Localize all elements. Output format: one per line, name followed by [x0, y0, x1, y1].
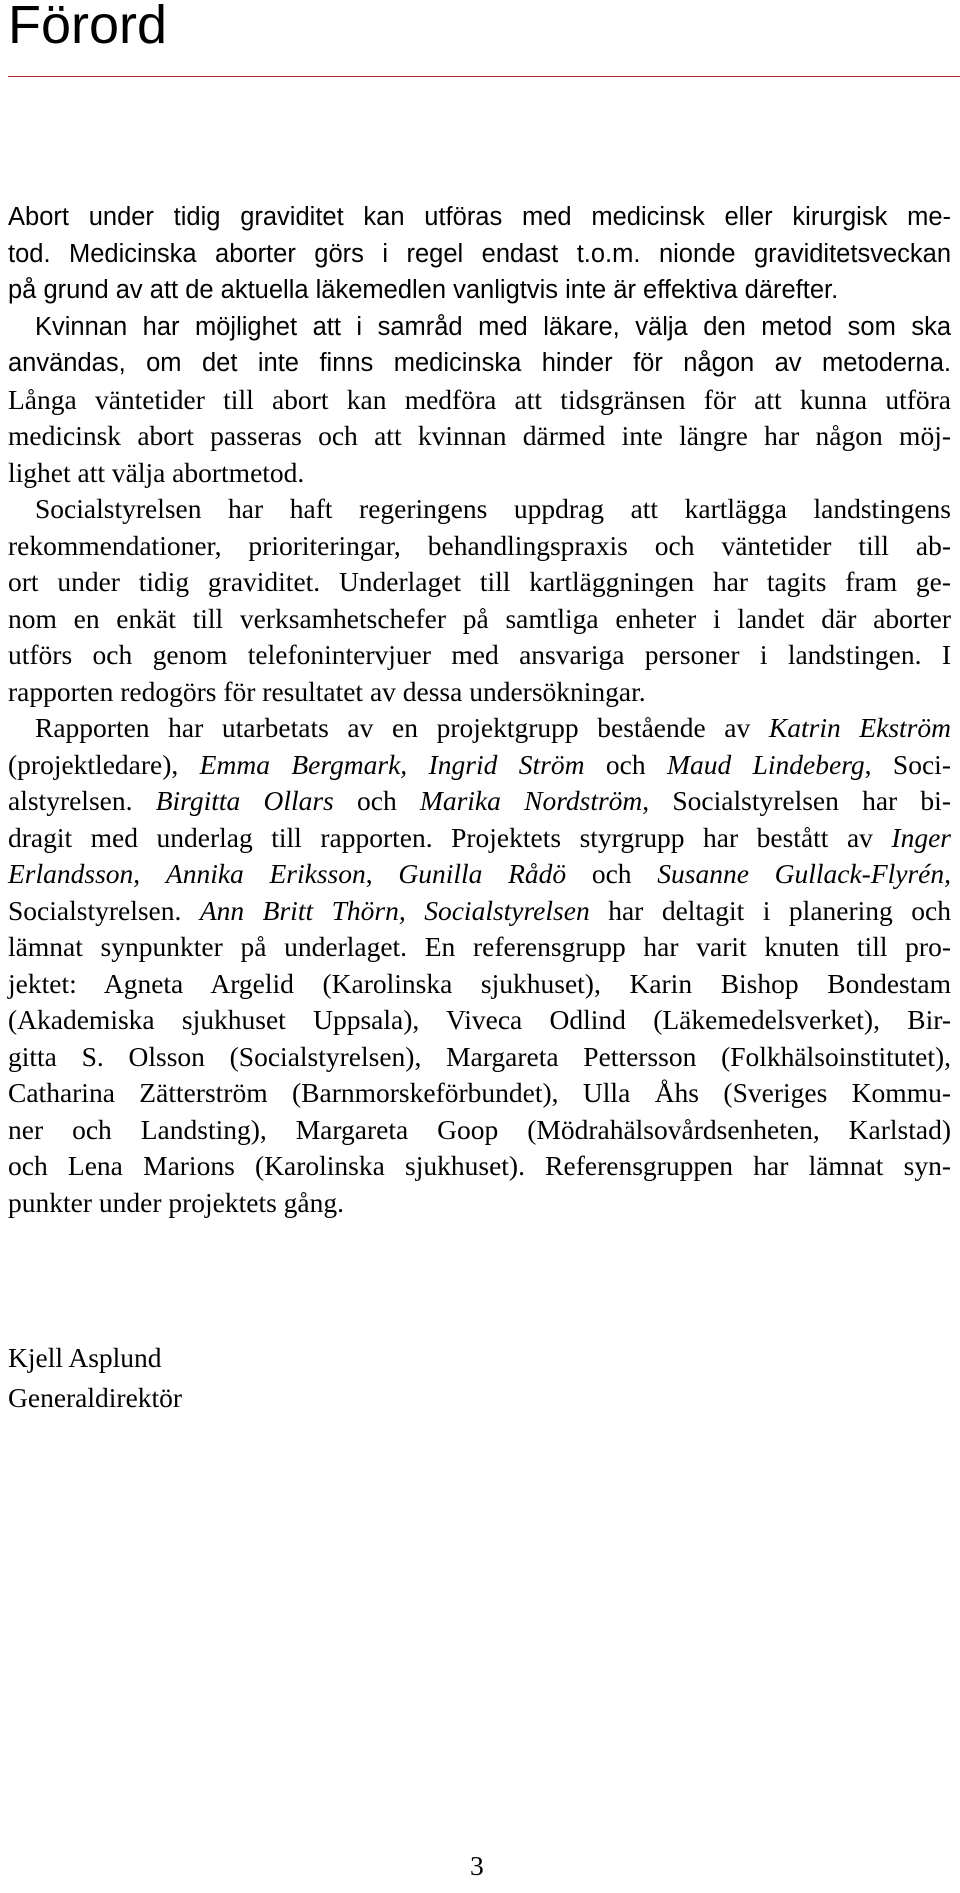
person-name: Katrin Ekström	[768, 712, 951, 743]
text-line: ner och Landsting), Margareta Goop (Mödrahälsovårdsenheten, Karlstad)	[8, 1113, 951, 1145]
text-line: och Lena Marions (Karolinska sjukhuset). Referensgruppen har lämnat syn-	[8, 1150, 951, 1181]
text-line	[8, 783, 951, 820]
signature-block	[8, 1338, 182, 1418]
text-run: och	[566, 858, 658, 889]
text-run: och	[584, 748, 668, 780]
text-line: utförs och genom telefonintervjuer med ansvariga personer i landstingen. I	[8, 639, 951, 670]
text-line: Abort under tidig graviditet kan utföras med medicinsk eller kirurgisk me-	[8, 203, 951, 231]
text-line: användas, om det inte finns medicinska hinder för någon av metoderna.	[8, 349, 951, 377]
text-line: Socialstyrelsen har haft regeringens uppdrag att kartlägga landstingens	[35, 493, 951, 524]
person-name: Ann Britt Thörn, Socialstyrelsen	[199, 894, 590, 926]
text-line	[8, 893, 951, 930]
text-line: på grund av att de aktuella läkemedlen vanligtvis inte är effektiva därefter.	[8, 276, 839, 304]
body-text	[8, 199, 951, 1221]
text-line: nom en enkät till verksamhetschefer på samtliga enheter i landet där aborter	[8, 602, 951, 634]
text-line: punkter under projektets gång.	[8, 1186, 345, 1218]
text-run: ,	[365, 858, 399, 889]
person-name: Erlandsson	[8, 858, 134, 889]
text-run: (projektledare),	[8, 748, 200, 780]
text-line: rekommendationer, prioriteringar, behandlingspraxis och väntetider till ab-	[8, 529, 951, 561]
text-run: och	[333, 785, 420, 816]
text-run: Rapporten har utarbetats av en projektgrupp bestående av	[35, 712, 769, 743]
person-name: Susanne Gullack-Flyrén,	[657, 858, 952, 889]
person-name: Birgitta Ollars	[155, 785, 334, 816]
text-line	[8, 710, 951, 747]
text-run: , Soci-	[864, 748, 951, 780]
heading-rule	[8, 76, 960, 77]
person-name: Emma Bergmark, Ingrid Ström	[199, 748, 585, 780]
person-name: Annika Eriksson	[165, 858, 366, 889]
text-line	[8, 856, 951, 893]
text-run: alstyrelsen.	[8, 785, 156, 816]
text-line: lighet att välja abortmetod.	[8, 456, 305, 488]
paragraph-3	[8, 710, 951, 1221]
text-line: rapporten redogörs för resultatet av dessa undersökningar.	[8, 675, 646, 707]
text-line	[8, 747, 951, 784]
signatory-name: Kjell Asplund	[8, 1342, 162, 1373]
text-line: tod. Medicinska aborter görs i regel endast t.o.m. nionde graviditetsveckan	[8, 239, 951, 268]
text-line: lämnat synpunkter på underlaget. En referensgrupp har varit knuten till pro-	[8, 931, 951, 962]
signatory-title: Generaldirektör	[8, 1382, 183, 1413]
paragraph-2	[8, 491, 951, 710]
text-line: medicinsk abort passeras och att kvinnan därmed inte längre har någon möj-	[8, 420, 951, 451]
paragraph-1	[8, 199, 951, 491]
text-run: ,	[133, 858, 166, 889]
text-line: ort under tidig graviditet. Underlaget till kartläggningen har tagits fram ge-	[8, 566, 951, 597]
person-name: Inger	[891, 821, 951, 853]
text-run: dragit med underlag till rapporten. Projektets styrgrupp har bestått av	[8, 821, 892, 853]
person-name: Marika Nordström	[419, 785, 643, 816]
text-run: , Socialstyrelsen har bi-	[642, 785, 951, 816]
text-run: har deltagit i planering och	[589, 894, 951, 926]
page-title: Förord	[8, 0, 168, 55]
person-name: Gunilla Rådö	[398, 858, 567, 889]
text-line: gitta S. Olsson (Socialstyrelsen), Margareta Pettersson (Folkhälsoinstitutet),	[8, 1040, 951, 1072]
text-line	[8, 820, 951, 857]
text-line: Kvinnan har möjlighet att i samråd med läkare, välja den metod som ska	[35, 312, 951, 341]
page-number: 3	[470, 1850, 484, 1881]
text-line: Långa väntetider till abort kan medföra att tidsgränsen för att kunna utföra	[8, 383, 951, 415]
text-line: Catharina Zätterström (Barnmorskeförbundet), Ulla Åhs (Sveriges Kommu-	[8, 1077, 951, 1108]
text-line: (Akademiska sjukhuset Uppsala), Viveca Odlind (Läkemedelsverket), Bir-	[8, 1004, 951, 1035]
person-name: Maud Lindeberg	[667, 748, 865, 780]
text-line: jektet: Agneta Argelid (Karolinska sjukhuset), Karin Bishop Bondestam	[8, 967, 951, 999]
text-run: Socialstyrelsen.	[8, 894, 200, 926]
